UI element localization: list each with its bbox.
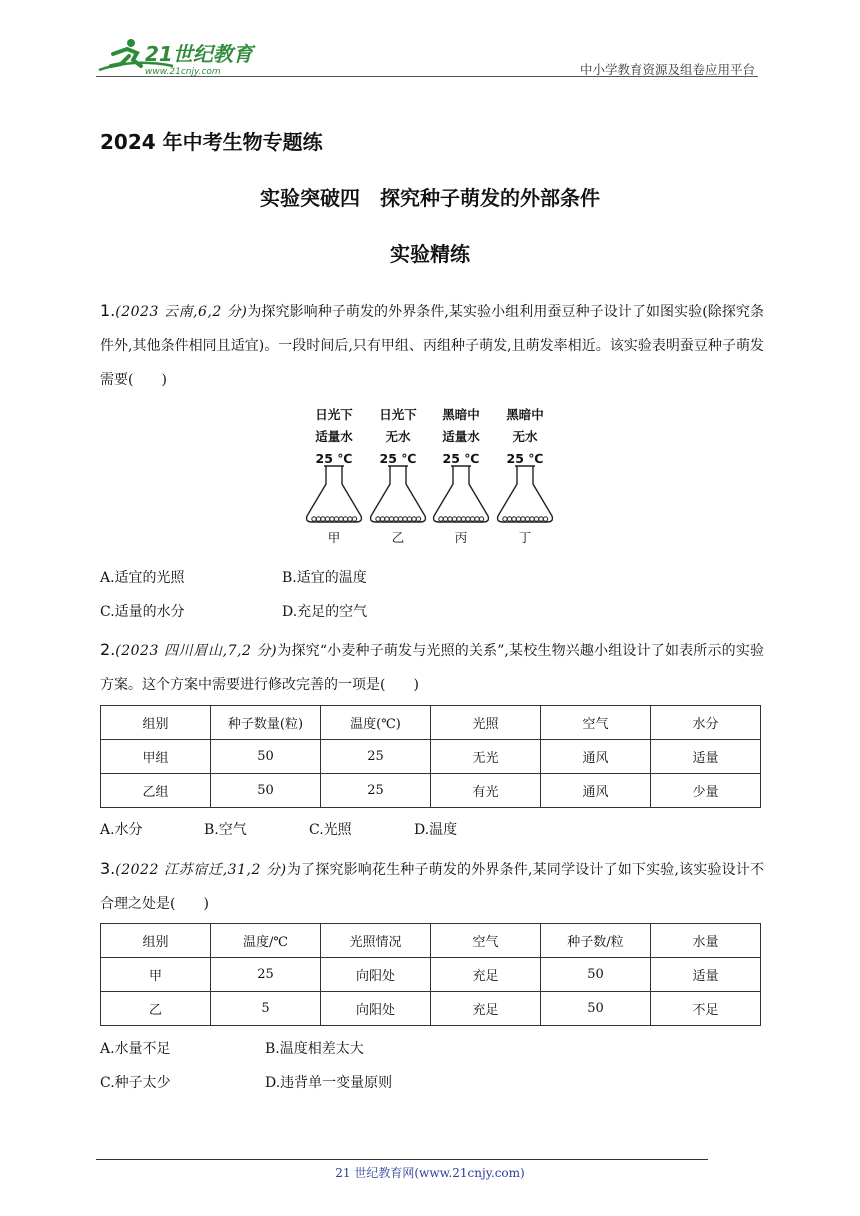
- table-header-cell: 空气: [431, 924, 541, 958]
- section-title: 实验突破四 探究种子萌发的外部条件: [260, 186, 600, 210]
- question-2: [100, 633, 764, 702]
- table-cell: 乙组: [101, 774, 211, 808]
- svg-text:无水: 无水: [512, 429, 538, 444]
- question-source: (2023 云南,6,2 分): [115, 304, 248, 320]
- svg-text:乙: 乙: [391, 530, 405, 545]
- table-cell: 25: [321, 774, 431, 808]
- svg-text:适量水: 适量水: [315, 429, 353, 444]
- q3-option-d[interactable]: D.违背单一变量原则: [265, 1075, 393, 1091]
- table-cell: 甲: [101, 958, 211, 992]
- table-header-cell: 温度(℃): [321, 706, 431, 740]
- flask-ding: [498, 407, 553, 545]
- q1-option-b[interactable]: B.适宜的温度: [282, 570, 367, 586]
- svg-text:甲: 甲: [327, 530, 341, 545]
- table-cell: 乙: [101, 992, 211, 1026]
- table-cell: 无光: [431, 740, 541, 774]
- q3-option-b[interactable]: B.温度相差太大: [265, 1041, 364, 1057]
- q2-option-c[interactable]: C.光照: [309, 822, 352, 838]
- flask-bing: [434, 407, 489, 545]
- flask-jia: [307, 407, 362, 545]
- sub-title: 实验精练: [390, 242, 470, 266]
- question-source: (2022 江苏宿迁,31,2 分): [115, 862, 287, 878]
- table-header-cell: 组别: [101, 924, 211, 958]
- footer-link[interactable]: 21 世纪教育网(www.21cnjy.com): [335, 1166, 525, 1180]
- table-row: [101, 740, 761, 774]
- svg-text:丁: 丁: [518, 530, 532, 545]
- table-cell: 向阳处: [321, 958, 431, 992]
- table-header-cell: 光照: [431, 706, 541, 740]
- q1-option-c[interactable]: C.适量的水分: [100, 604, 185, 620]
- table-header-cell: 种子数量(粒): [211, 706, 321, 740]
- svg-text:日光下: 日光下: [379, 407, 417, 422]
- footer-divider: [96, 1159, 708, 1160]
- table-cell: 适量: [651, 740, 761, 774]
- svg-text:无水: 无水: [385, 429, 411, 444]
- q2-option-d[interactable]: D.温度: [414, 822, 458, 838]
- table-cell: 通风: [541, 740, 651, 774]
- svg-text:25 ℃: 25 ℃: [442, 451, 480, 466]
- table-cell: 有光: [431, 774, 541, 808]
- table-header-cell: 水量: [651, 924, 761, 958]
- table-header-cell: 光照情况: [321, 924, 431, 958]
- table-row: [101, 992, 761, 1026]
- svg-text:黑暗中: 黑暗中: [506, 407, 544, 422]
- question-1: [100, 294, 764, 397]
- question-number: 3.: [100, 859, 116, 878]
- table-cell: 25: [211, 958, 321, 992]
- svg-text:25 ℃: 25 ℃: [506, 451, 544, 466]
- header-divider: [96, 76, 758, 77]
- table-cell: 50: [541, 992, 651, 1026]
- q2-option-b[interactable]: B.空气: [204, 822, 247, 838]
- table-cell: 50: [541, 958, 651, 992]
- table-header-row: [101, 924, 761, 958]
- table-cell: 50: [211, 774, 321, 808]
- q1-option-a[interactable]: A.适宜的光照: [100, 570, 185, 586]
- question-number: 1.: [100, 301, 116, 320]
- table-header-cell: 组别: [101, 706, 211, 740]
- table-cell: 少量: [651, 774, 761, 808]
- flask-yi: [371, 407, 426, 545]
- q1-option-d[interactable]: D.充足的空气: [282, 604, 368, 620]
- question-number: 2.: [100, 640, 116, 659]
- question-text: 为探究影响种子萌发的外界条件,某实验小组利用蚕豆种子设计了如图实验(除探究条件外,其他条件相同且适宜)。一段时间后,只有甲组、丙组种子萌发,且萌发率相近。该实验表明蚕豆种子萌发需要( ): [100, 304, 764, 388]
- document-title: 2024 年中考生物专题练: [100, 130, 323, 154]
- table-header-cell: 温度/℃: [211, 924, 321, 958]
- svg-text:黑暗中: 黑暗中: [442, 407, 480, 422]
- logo-url: www.21cnjy.com: [145, 67, 221, 77]
- table-cell: 适量: [651, 958, 761, 992]
- question-source: (2023 四川眉山,7,2 分): [115, 643, 278, 659]
- table-cell: 50: [211, 740, 321, 774]
- table-cell: 向阳处: [321, 992, 431, 1026]
- question-3: [100, 852, 764, 921]
- table-cell: 充足: [431, 992, 541, 1026]
- q3-option-c[interactable]: C.种子太少: [100, 1075, 171, 1091]
- svg-text:丙: 丙: [454, 530, 468, 545]
- table-cell: 5: [211, 992, 321, 1026]
- svg-text:适量水: 适量水: [442, 429, 480, 444]
- site-logo: [93, 36, 258, 78]
- table-row: [101, 774, 761, 808]
- table-header-row: [101, 706, 761, 740]
- q2-option-a[interactable]: A.水分: [100, 822, 143, 838]
- table-cell: 充足: [431, 958, 541, 992]
- table-cell: 甲组: [101, 740, 211, 774]
- svg-text:日光下: 日光下: [315, 407, 353, 422]
- platform-name: 中小学教育资源及组卷应用平台: [579, 62, 755, 77]
- q3-table: [100, 923, 761, 1026]
- flask-experiment-figure: [300, 404, 570, 550]
- table-cell: 25: [321, 740, 431, 774]
- table-cell: 不足: [651, 992, 761, 1026]
- q2-table: [100, 705, 761, 808]
- svg-text:25 ℃: 25 ℃: [315, 451, 353, 466]
- table-cell: 通风: [541, 774, 651, 808]
- table-header-cell: 种子数/粒: [541, 924, 651, 958]
- table-header-cell: 空气: [541, 706, 651, 740]
- q3-option-a[interactable]: A.水量不足: [100, 1041, 171, 1057]
- question-text: 为探究“小麦种子萌发与光照的关系”,某校生物兴趣小组设计了如表所示的实验方案。这个方案中需要进行修改完善的一项是( ): [100, 643, 764, 693]
- question-text: 为了探究影响花生种子萌发的外界条件,某同学设计了如下实验,该实验设计不合理之处是( ): [100, 862, 764, 912]
- table-row: [101, 958, 761, 992]
- logo-text: 21世纪教育: [145, 42, 253, 66]
- svg-text:25 ℃: 25 ℃: [379, 451, 417, 466]
- table-header-cell: 水分: [651, 706, 761, 740]
